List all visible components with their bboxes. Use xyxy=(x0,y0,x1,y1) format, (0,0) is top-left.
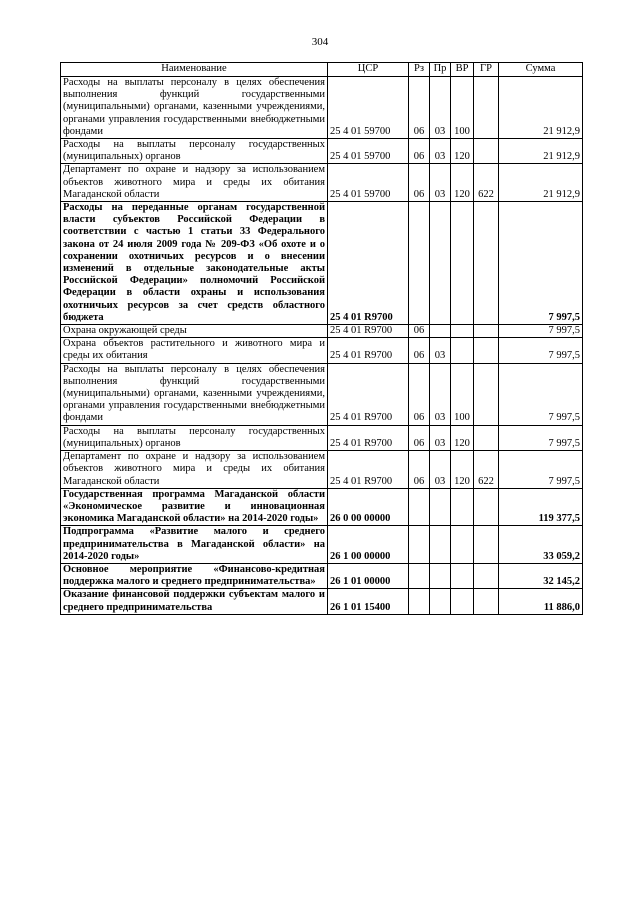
row-vr xyxy=(451,526,474,564)
row-sum: 11 886,0 xyxy=(499,589,583,614)
row-sum: 7 997,5 xyxy=(499,363,583,425)
row-pr: 03 xyxy=(430,363,451,425)
row-sum: 7 997,5 xyxy=(499,425,583,450)
row-gr xyxy=(474,425,499,450)
row-name: Департамент по охране и надзору за использованием объектов животного мира и среды их обитания Магаданской области xyxy=(61,164,328,202)
row-gr xyxy=(474,202,499,325)
row-pr xyxy=(430,488,451,526)
row-vr xyxy=(451,325,474,338)
row-pr xyxy=(430,563,451,588)
row-rz xyxy=(409,488,430,526)
row-gr xyxy=(474,488,499,526)
row-vr: 120 xyxy=(451,451,474,489)
row-rz: 06 xyxy=(409,325,430,338)
row-csr: 25 4 01 R9700 xyxy=(328,202,409,325)
table-row xyxy=(61,139,583,164)
table-header-row xyxy=(61,63,583,77)
row-vr xyxy=(451,589,474,614)
row-rz xyxy=(409,563,430,588)
row-name: Расходы на выплаты персоналу государственных (муниципальных) органов xyxy=(61,139,328,164)
row-gr xyxy=(474,338,499,363)
row-gr xyxy=(474,589,499,614)
row-csr: 25 4 01 59700 xyxy=(328,164,409,202)
row-name: Подпрограмма «Развитие малого и среднего предпринимательства в Магаданской области» на 2014-2020 годы» xyxy=(61,526,328,564)
row-name: Расходы на выплаты персоналу в целях обеспечения выполнения функций государственными (муниципальными) органами, казенными учреждениями, органами управления государственными внебюджетными фондами xyxy=(61,77,328,139)
table-row xyxy=(61,589,583,614)
row-csr: 25 4 01 R9700 xyxy=(328,363,409,425)
row-rz: 06 xyxy=(409,139,430,164)
row-vr xyxy=(451,338,474,363)
row-gr xyxy=(474,363,499,425)
table-row xyxy=(61,338,583,363)
table-row xyxy=(61,488,583,526)
row-rz: 06 xyxy=(409,451,430,489)
row-csr: 25 4 01 59700 xyxy=(328,139,409,164)
row-csr: 25 4 01 R9700 xyxy=(328,338,409,363)
row-gr xyxy=(474,526,499,564)
row-name: Расходы на переданные органам государственной власти субъектов Российской Федерации в соответствии с частью 1 статьи 33 Федерального закона от 24 июля 2009 года № 209-ФЗ «Об охоте и о сохранении охотничьих ресурсов и о внесении изменений в отдельные законодательные акты Российской Федерации» полномочий Российской Федерации в области охраны и использования охотничьих ресурсов за счет средств областного бюджета xyxy=(61,202,328,325)
row-csr: 25 4 01 R9700 xyxy=(328,325,409,338)
row-csr: 26 1 01 00000 xyxy=(328,563,409,588)
header-gr: ГР xyxy=(474,63,499,77)
row-rz xyxy=(409,526,430,564)
row-vr: 120 xyxy=(451,164,474,202)
row-pr: 03 xyxy=(430,164,451,202)
row-vr xyxy=(451,202,474,325)
row-name: Государственная программа Магаданской области «Экономическое развитие и инновационная экономика Магаданской области» на 2014-2020 годы» xyxy=(61,488,328,526)
table-row xyxy=(61,77,583,139)
row-gr xyxy=(474,139,499,164)
row-name: Расходы на выплаты персоналу государственных (муниципальных) органов xyxy=(61,425,328,450)
table-body xyxy=(61,77,583,615)
table-row xyxy=(61,526,583,564)
table-row xyxy=(61,363,583,425)
row-csr: 25 4 01 R9700 xyxy=(328,451,409,489)
row-sum: 32 145,2 xyxy=(499,563,583,588)
row-name: Охрана окружающей среды xyxy=(61,325,328,338)
row-rz: 06 xyxy=(409,363,430,425)
row-rz: 06 xyxy=(409,425,430,450)
row-rz xyxy=(409,202,430,325)
row-pr xyxy=(430,202,451,325)
row-csr: 26 1 00 00000 xyxy=(328,526,409,564)
row-rz: 06 xyxy=(409,164,430,202)
header-vr: ВР xyxy=(451,63,474,77)
header-name: Наименование xyxy=(61,63,328,77)
row-pr xyxy=(430,589,451,614)
row-sum: 7 997,5 xyxy=(499,202,583,325)
row-gr: 622 xyxy=(474,451,499,489)
row-sum: 7 997,5 xyxy=(499,325,583,338)
row-gr xyxy=(474,563,499,588)
row-vr: 100 xyxy=(451,363,474,425)
row-sum: 33 059,2 xyxy=(499,526,583,564)
header-rz: Рз xyxy=(409,63,430,77)
row-gr xyxy=(474,325,499,338)
row-pr xyxy=(430,526,451,564)
row-name: Основное мероприятие «Финансово-кредитная поддержка малого и среднего предпринимательства» xyxy=(61,563,328,588)
row-vr: 120 xyxy=(451,139,474,164)
row-pr: 03 xyxy=(430,338,451,363)
row-name: Охрана объектов растительного и животного мира и среды их обитания xyxy=(61,338,328,363)
row-vr: 100 xyxy=(451,77,474,139)
row-pr: 03 xyxy=(430,77,451,139)
row-name: Оказание финансовой поддержки субъектам малого и среднего предпринимательства xyxy=(61,589,328,614)
row-name: Департамент по охране и надзору за использованием объектов животного мира и среды их обитания Магаданской области xyxy=(61,451,328,489)
page-number: 304 xyxy=(311,36,329,48)
row-sum: 21 912,9 xyxy=(499,139,583,164)
table-row xyxy=(61,202,583,325)
row-sum: 7 997,5 xyxy=(499,338,583,363)
table-row xyxy=(61,425,583,450)
row-csr: 26 1 01 15400 xyxy=(328,589,409,614)
row-rz: 06 xyxy=(409,338,430,363)
budget-table xyxy=(60,62,583,615)
row-pr: 03 xyxy=(430,425,451,450)
table-row xyxy=(61,164,583,202)
row-name: Расходы на выплаты персоналу в целях обеспечения выполнения функций государственными (муниципальными) органами, казенными учреждениями, органами управления государственными внебюджетными фондами xyxy=(61,363,328,425)
row-vr: 120 xyxy=(451,425,474,450)
row-rz: 06 xyxy=(409,77,430,139)
row-pr: 03 xyxy=(430,139,451,164)
table-row xyxy=(61,563,583,588)
row-gr: 622 xyxy=(474,164,499,202)
table-row xyxy=(61,325,583,338)
table-row xyxy=(61,451,583,489)
row-gr xyxy=(474,77,499,139)
row-vr xyxy=(451,488,474,526)
header-sum: Сумма xyxy=(499,63,583,77)
row-vr xyxy=(451,563,474,588)
header-csr: ЦСР xyxy=(328,63,409,77)
row-csr: 26 0 00 00000 xyxy=(328,488,409,526)
row-csr: 25 4 01 59700 xyxy=(328,77,409,139)
row-pr: 03 xyxy=(430,451,451,489)
row-sum: 21 912,9 xyxy=(499,77,583,139)
row-sum: 119 377,5 xyxy=(499,488,583,526)
row-rz xyxy=(409,589,430,614)
row-pr xyxy=(430,325,451,338)
row-sum: 7 997,5 xyxy=(499,451,583,489)
row-csr: 25 4 01 R9700 xyxy=(328,425,409,450)
header-pr: Пр xyxy=(430,63,451,77)
row-sum: 21 912,9 xyxy=(499,164,583,202)
